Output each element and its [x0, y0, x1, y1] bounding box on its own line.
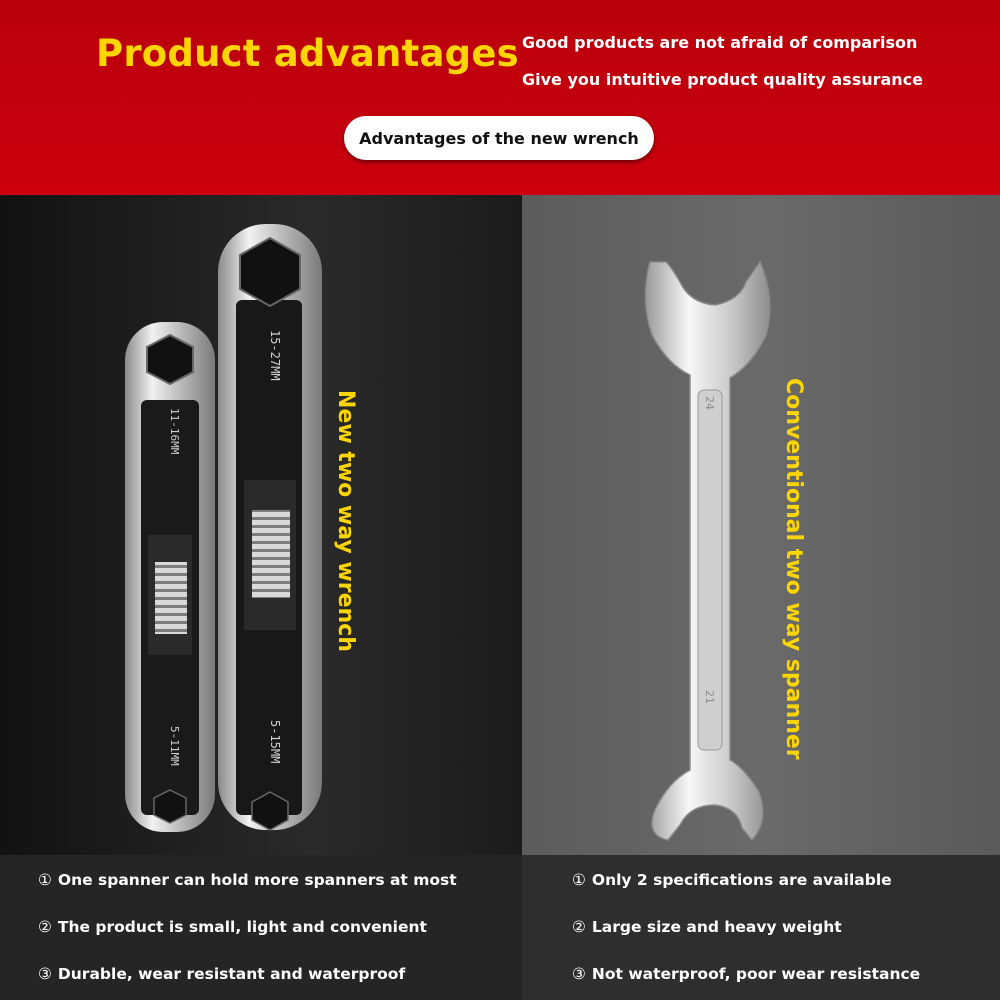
conventional-feature-item	[572, 965, 920, 983]
new-feature-item	[38, 965, 405, 983]
small-wrench-top-size: 11-16MM	[168, 408, 181, 455]
feature-text: Durable, wear resistant and waterproof	[57, 965, 406, 983]
feature-number: ③	[572, 965, 586, 983]
page-title: Product advantages	[96, 32, 519, 75]
feature-text: One spanner can hold more spanners at most	[57, 871, 457, 889]
feature-text: The product is small, light and convenient	[57, 918, 427, 936]
feature-number: ①	[38, 871, 52, 889]
feature-text: Only 2 specifications are available	[591, 871, 892, 889]
large-wrench-bottom-size: 5-15MM	[268, 720, 282, 764]
feature-number: ③	[38, 965, 52, 983]
feature-text: Large size and heavy weight	[591, 918, 842, 936]
new-wrench-label: New two way wrench	[333, 390, 358, 652]
feature-number: ②	[38, 918, 52, 936]
tagline-quality: Give you intuitive product quality assurance	[522, 70, 924, 89]
small-wrench-bottom-size: 5-11MM	[168, 726, 181, 766]
feature-number: ②	[572, 918, 586, 936]
spanner-top-size: 24	[703, 396, 716, 410]
conventional-feature-item	[572, 871, 892, 889]
large-wrench-top-size: 15-27MM	[268, 330, 282, 381]
conventional-spanner-label: Conventional two way spanner	[781, 378, 806, 760]
tagline-comparison: Good products are not afraid of comparison	[522, 33, 918, 52]
advantages-pill: Advantages of the new wrench	[344, 116, 654, 160]
conventional-feature-item	[572, 918, 842, 936]
new-feature-item	[38, 871, 457, 889]
feature-text: Not waterproof, poor wear resistance	[591, 965, 921, 983]
spanner-bottom-size: 21	[703, 690, 716, 704]
new-feature-item	[38, 918, 427, 936]
feature-number: ①	[572, 871, 586, 889]
conventional-spanner	[645, 262, 769, 840]
